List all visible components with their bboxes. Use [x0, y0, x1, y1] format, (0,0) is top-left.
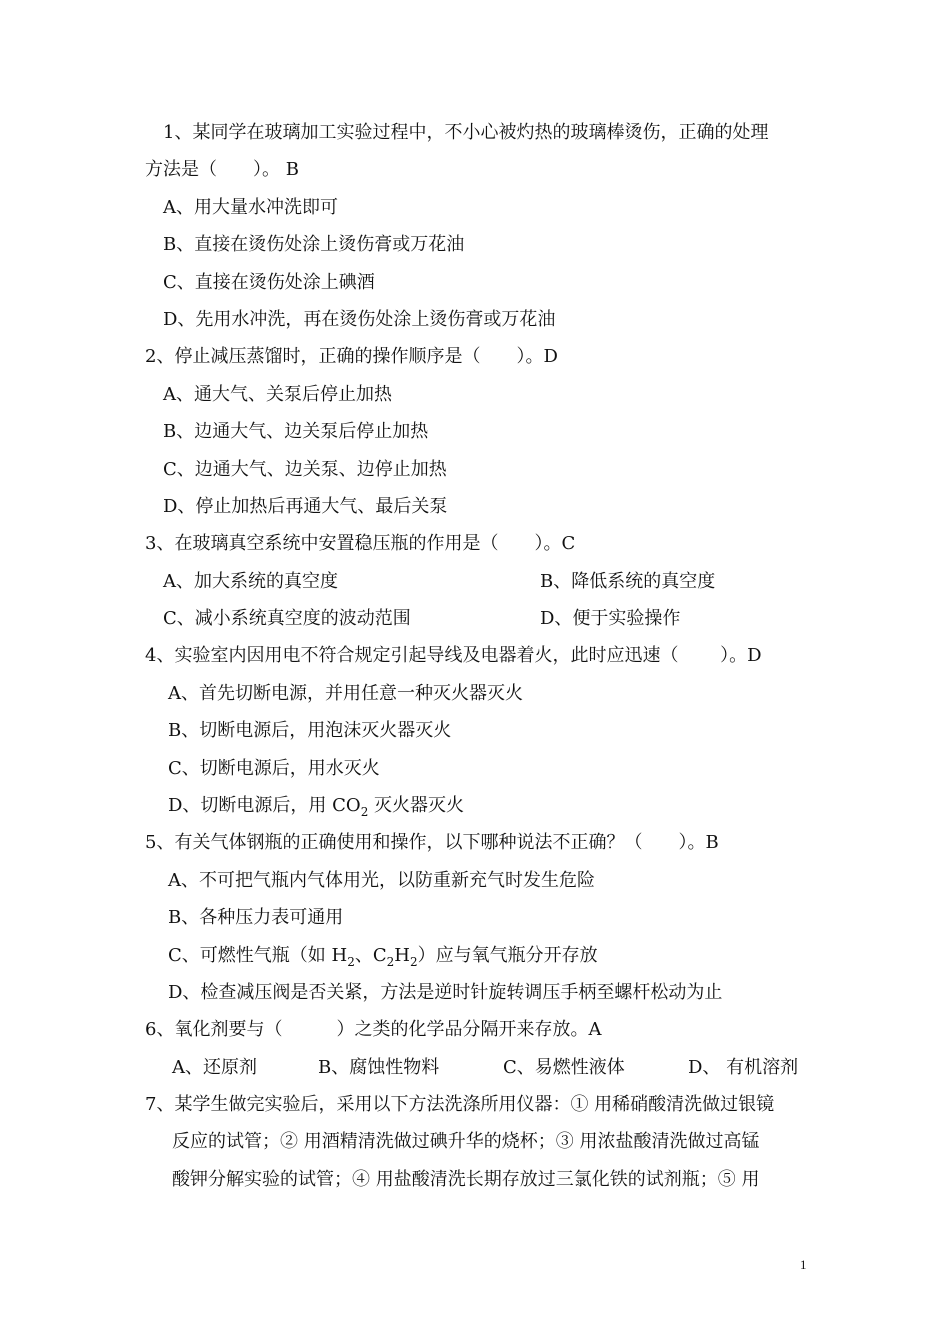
question-1-stem-cont: 方法是（ ）。 B — [145, 159, 299, 180]
question-6-option-b: B、腐蚀性物料 — [318, 1057, 440, 1078]
question-6-option-d: D、 有机溶剂 — [688, 1057, 799, 1078]
subscript: 2 — [360, 805, 369, 819]
question-1-stem: 1、某同学在玻璃加工实验过程中，不小心被灼热的玻璃棒烫伤，正确的处理 — [163, 122, 769, 143]
subscript: 2 — [347, 955, 355, 969]
subscript: 2 — [386, 955, 395, 969]
question-3-option-a: A、加大系统的真空度 — [163, 571, 338, 592]
question-5-option-a: A、不可把气瓶内气体用光，以防重新充气时发生危险 — [168, 870, 595, 891]
question-4-option-b: B、切断电源后，用泡沫灭火器灭火 — [168, 720, 452, 741]
question-6-option-a: A、还原剂 — [172, 1057, 257, 1078]
question-7-stem: 7、某学生做完实验后，采用以下方法洗涤所用仪器：① 用稀硝酸清洗做过银镜 — [145, 1094, 775, 1115]
question-5-option-b: B、各种压力表可通用 — [168, 907, 344, 928]
question-2-option-b: B、边通大气、边关泵后停止加热 — [163, 421, 429, 442]
question-6-option-c: C、易燃性液体 — [503, 1057, 625, 1078]
question-5-option-c-text: H — [394, 945, 410, 966]
question-4-option-a: A、首先切断电源，并用任意一种灭火器灭火 — [168, 683, 523, 704]
question-7-stem-cont: 酸钾分解实验的试管；④ 用盐酸清洗长期存放过三氯化铁的试剂瓶；⑤ 用 — [172, 1169, 760, 1190]
question-1-option-a: A、用大量水冲洗即可 — [163, 197, 338, 218]
question-4-stem: 4、实验室内因用电不符合规定引起导线及电器着火，此时应迅速（ ）。D — [145, 645, 762, 666]
question-2-option-a: A、通大气、关泵后停止加热 — [163, 384, 392, 405]
question-2-stem: 2、停止减压蒸馏时，正确的操作顺序是（ ）。D — [145, 346, 558, 367]
question-4-option-d — [168, 787, 464, 824]
question-2-option-d: D、停止加热后再通大气、最后关泵 — [163, 496, 448, 517]
question-4-option-d-text-end: 灭火器灭火 — [368, 795, 465, 816]
question-5-option-c-text: 、C — [354, 945, 387, 966]
question-5-option-c — [168, 937, 598, 974]
question-6-stem: 6、氧化剂要与（ ）之类的化学品分隔开来存放。A — [145, 1019, 602, 1040]
question-3-option-c: C、减小系统真空度的波动范围 — [163, 608, 411, 629]
question-4-option-d-text: D、切断电源后，用 CO — [168, 795, 361, 816]
question-1-option-b: B、直接在烫伤处涂上烫伤膏或万花油 — [163, 234, 465, 255]
question-5-option-c-text: ）应与氧气瓶分开存放 — [417, 945, 598, 966]
question-2-option-c: C、边通大气、边关泵、边停止加热 — [163, 459, 447, 480]
question-5-option-c-text: C、可燃性气瓶（如 H — [168, 945, 348, 966]
page-number: 1 — [800, 1257, 807, 1272]
question-1-option-d: D、先用水冲洗，再在烫伤处涂上烫伤膏或万花油 — [163, 309, 556, 330]
subscript: 2 — [409, 955, 418, 969]
question-5-option-d: D、检查减压阀是否关紧，方法是逆时针旋转调压手柄至螺杆松动为止 — [168, 982, 723, 1003]
question-5-stem: 5、有关气体钢瓶的正确使用和操作，以下哪种说法不正确？（ ）。B — [145, 832, 719, 853]
question-3-option-b: B、降低系统的真空度 — [540, 571, 716, 592]
question-7-stem-cont: 反应的试管；② 用酒精清洗做过碘升华的烧杯；③ 用浓盐酸清洗做过高锰 — [172, 1131, 760, 1152]
question-3-option-d: D、便于实验操作 — [540, 608, 681, 629]
question-3-stem: 3、在玻璃真空系统中安置稳压瓶的作用是（ ）。C — [145, 533, 576, 554]
question-1-option-c: C、直接在烫伤处涂上碘酒 — [163, 272, 375, 293]
question-4-option-c: C、切断电源后，用水灭火 — [168, 758, 380, 779]
